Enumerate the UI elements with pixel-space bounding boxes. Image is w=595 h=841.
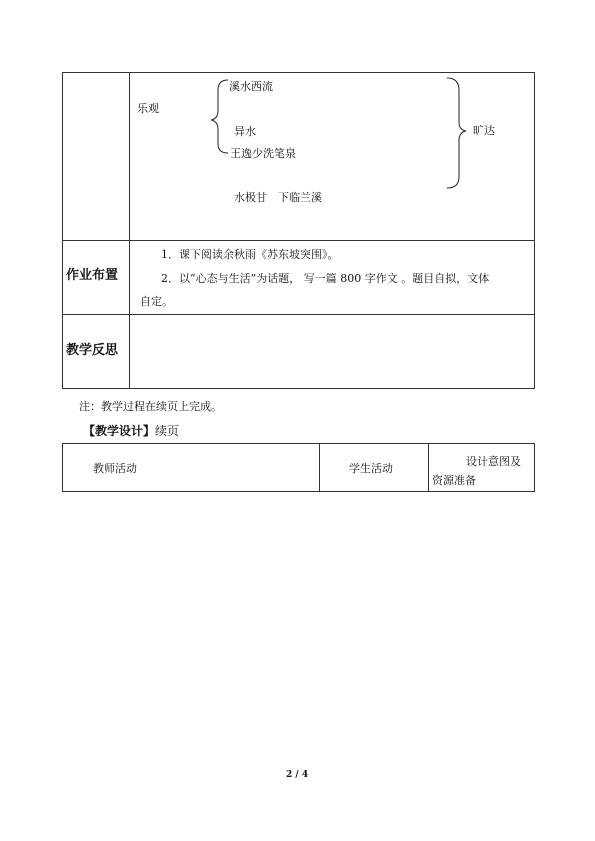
homework-line-2: 2．以“心态与生活”为话题， 写一篇 800 字作文 。题目自拟，文体 xyxy=(161,272,490,285)
homework-label: 作业布置 xyxy=(66,268,119,283)
bottom-table-col-divider-1 xyxy=(319,443,320,492)
bottom-table-col1-header: 教师活动 xyxy=(93,462,137,475)
diagram-right-label: 旷达 xyxy=(473,124,495,137)
diagram-item-3: 王逸少洗笔泉 xyxy=(230,147,296,160)
left-curly-brace xyxy=(211,80,228,153)
section-title-bold: 【教学设计】 xyxy=(83,424,156,438)
note-text: 注：教学过程在续页上完成。 xyxy=(79,400,222,413)
bottom-table-col-divider-2 xyxy=(428,443,429,492)
page-number: 2 / 4 xyxy=(286,770,309,780)
bottom-table-bottom-border xyxy=(62,491,535,492)
right-curly-brace xyxy=(447,78,466,188)
bottom-table-top-border xyxy=(62,443,535,444)
diagram-item-4: 水极甘 下临兰溪 xyxy=(234,191,322,204)
bottom-table-col2-header: 学生活动 xyxy=(349,462,393,475)
homework-line-3: 自定。 xyxy=(140,295,173,308)
homework-line-1: 1．课下阅读余秋雨《苏东坡突围》。 xyxy=(161,248,339,261)
section-title xyxy=(83,424,179,438)
bottom-table-col3-header-line1: 设计意图及 xyxy=(466,455,521,468)
reflection-label: 教学反思 xyxy=(66,343,119,358)
bottom-table-col3-header-line2: 资源准备 xyxy=(432,474,476,487)
section-title-rest: 续页 xyxy=(155,424,180,438)
diagram-item-2: 异水 xyxy=(234,125,256,138)
diagram-left-label: 乐观 xyxy=(137,102,159,115)
bottom-table-right-border xyxy=(534,443,535,492)
diagram-item-1: 溪水西流 xyxy=(229,80,273,93)
bottom-table-left-border xyxy=(62,443,63,492)
